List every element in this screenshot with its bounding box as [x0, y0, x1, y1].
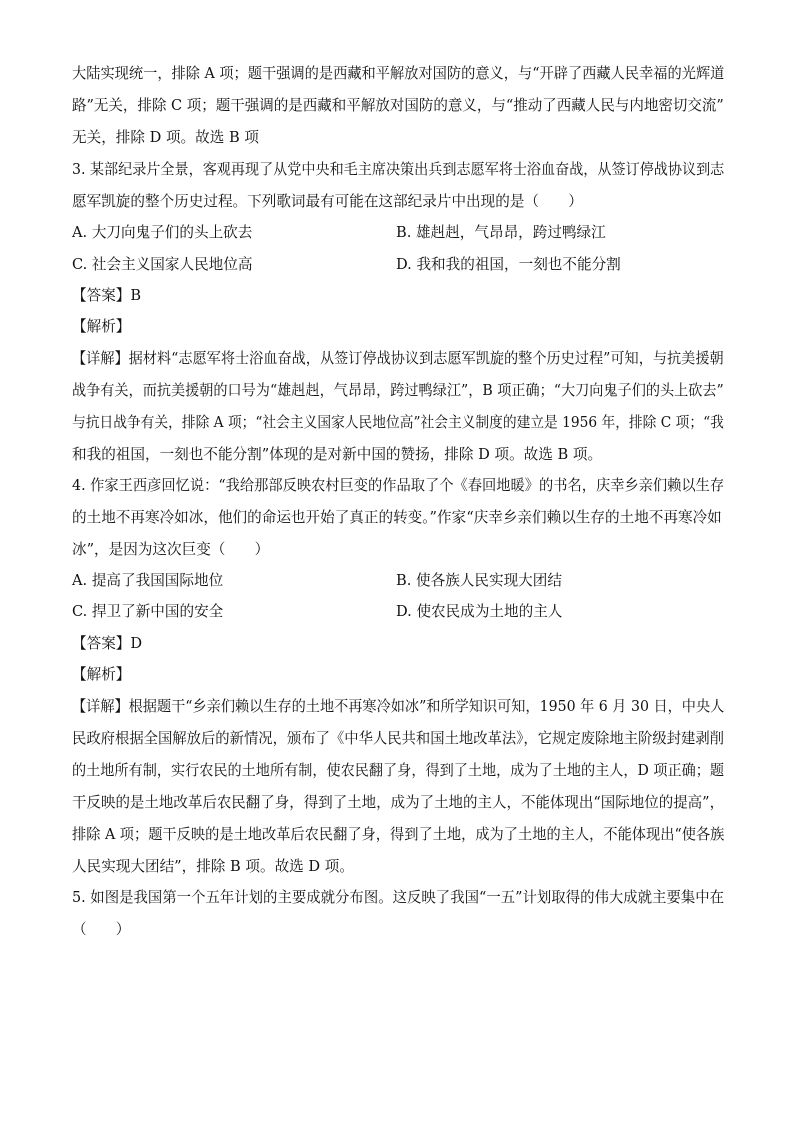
q3-answer: 【答案】B [72, 287, 142, 304]
q3-stem-line-2: 愿军凯旋的整个历史过程。下列歌词最有可能在这部纪录片中出现的是（ ） [72, 193, 583, 210]
q3-detail-line-1: 【详解】据材料“志愿军将士浴血奋战，从签订停战协议到志愿军凯旋的整个历史过程”可知，与抗美援朝 [72, 350, 724, 367]
q3-option-a: A. 大刀向鬼子们的头上砍去 [72, 224, 253, 241]
q4-detail-line-1: 【详解】根据题干“乡亲们赖以生存的土地不再寒冷如冰”和所学知识可知，1950 年 6 月 30 日，中央人 [72, 698, 725, 715]
q3-detail-line-4: 和我的祖国，一刻也不能分割”体现的是对新中国的赞扬，排除 D 项。故选 B 项。 [72, 446, 603, 463]
q4-analysis-label: 【解析】 [72, 666, 131, 683]
q5-stem-line-2: （ ） [72, 921, 131, 938]
q4-option-d: D. 使农民成为土地的主人 [396, 603, 563, 620]
q3-detail-line-2: 战争有关，而抗美援朝的口号为“雄赳赳，气昂昂，跨过鸭绿江”，B 项正确；“大刀向鬼子们的头上砍去” [72, 382, 724, 399]
q4-answer: 【答案】D [72, 635, 143, 652]
q3-option-c: C. 社会主义国家人民地位高 [72, 256, 253, 273]
q5-stem-line-1: 5. 如图是我国第一个五年计划的主要成就分布图。这反映了我国“一五”计划取得的伟大成就主要集中在 [72, 889, 725, 906]
prev-explanation-line-3: 无关，排除 D 项。故选 B 项 [72, 129, 259, 146]
q4-stem-line-3: 冰”，是因为这次巨变（ ） [72, 541, 270, 558]
q4-detail-line-2: 民政府根据全国解放后的新情况，颁布了《中华人民共和国土地改革法》，它规定废除地主阶级封建剥削 [72, 730, 725, 747]
prev-explanation-line-2: 路”无关，排除 C 项；题干强调的是西藏和平解放对国防的意义，与“推动了西藏人民与内地密切交流” [72, 97, 724, 114]
q3-analysis-label: 【解析】 [72, 318, 131, 335]
prev-explanation-line-1: 大陆实现统一，排除 A 项；题干强调的是西藏和平解放对国防的意义，与“开辟了西藏人民幸福的光辉道 [72, 65, 725, 82]
q3-option-b: B. 雄赳赳，气昂昂，跨过鸭绿江 [396, 224, 606, 241]
q4-stem-line-1: 4. 作家王西彦回忆说：“我给那部反映农村巨变的作品取了个《春回地暖》的书名，庆幸乡亲们赖以生存 [72, 477, 725, 494]
q4-option-b: B. 使各族人民实现大团结 [396, 572, 562, 589]
q3-option-d: D. 我和我的祖国，一刻也不能分割 [396, 256, 621, 273]
q4-stem-line-2: 的土地不再寒冷如冰，他们的命运也开始了真正的转变。”作家“庆幸乡亲们赖以生存的土地不再寒冷如 [72, 509, 722, 526]
q4-detail-line-3: 的土地所有制，实行农民的土地所有制，使农民翻了身，得到了土地，成为了土地的主人，D 项正确；题 [72, 762, 725, 779]
q3-detail-line-3: 与抗日战争有关，排除 A 项；“社会主义国家人民地位高”社会主义制度的建立是 1956 年，排除 C 项；“我 [72, 414, 724, 431]
q4-option-a: A. 提高了我国国际地位 [72, 572, 224, 589]
q4-detail-line-4: 干反映的是土地改革后农民翻了身，得到了土地，成为了土地的主人，不能体现出“国际地位的提高”， [72, 794, 725, 811]
q4-option-c: C. 捍卫了新中国的安全 [72, 603, 224, 620]
q4-detail-line-5: 排除 A 项；题干反映的是土地改革后农民翻了身，得到了土地，成为了土地的主人，不能体现出“使各族 [72, 826, 725, 843]
q4-detail-line-6: 人民实现大团结”，排除 B 项。故选 D 项。 [72, 858, 354, 875]
q3-stem-line-1: 3. 某部纪录片全景，客观再现了从党中央和毛主席决策出兵到志愿军将士浴血奋战，从签订停战协议到志 [72, 161, 725, 178]
